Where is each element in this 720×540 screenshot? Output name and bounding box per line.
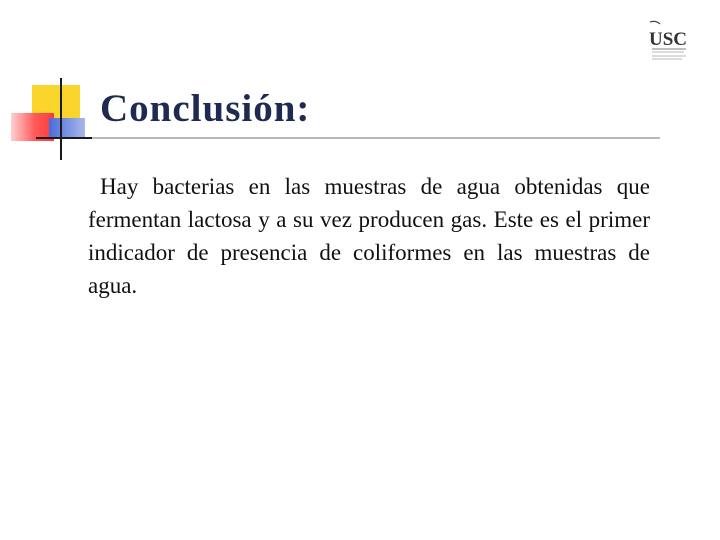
- decorative-horizontal-line: [36, 137, 92, 139]
- title-underline: [92, 137, 660, 139]
- decorative-vertical-line: [60, 78, 62, 160]
- university-logo-icon: [646, 20, 692, 64]
- slide-title: Conclusión:: [100, 87, 311, 130]
- svg-text:USC: USC: [649, 29, 688, 50]
- slide-body-text: Hay bacterias en las muestras de agua obtenidas que fermentan lactosa y a su vez producen gas. Este es el primer indicador de presencia de coliformes en las muestras de agua.: [88, 174, 650, 298]
- decorative-blue-square: [49, 118, 85, 139]
